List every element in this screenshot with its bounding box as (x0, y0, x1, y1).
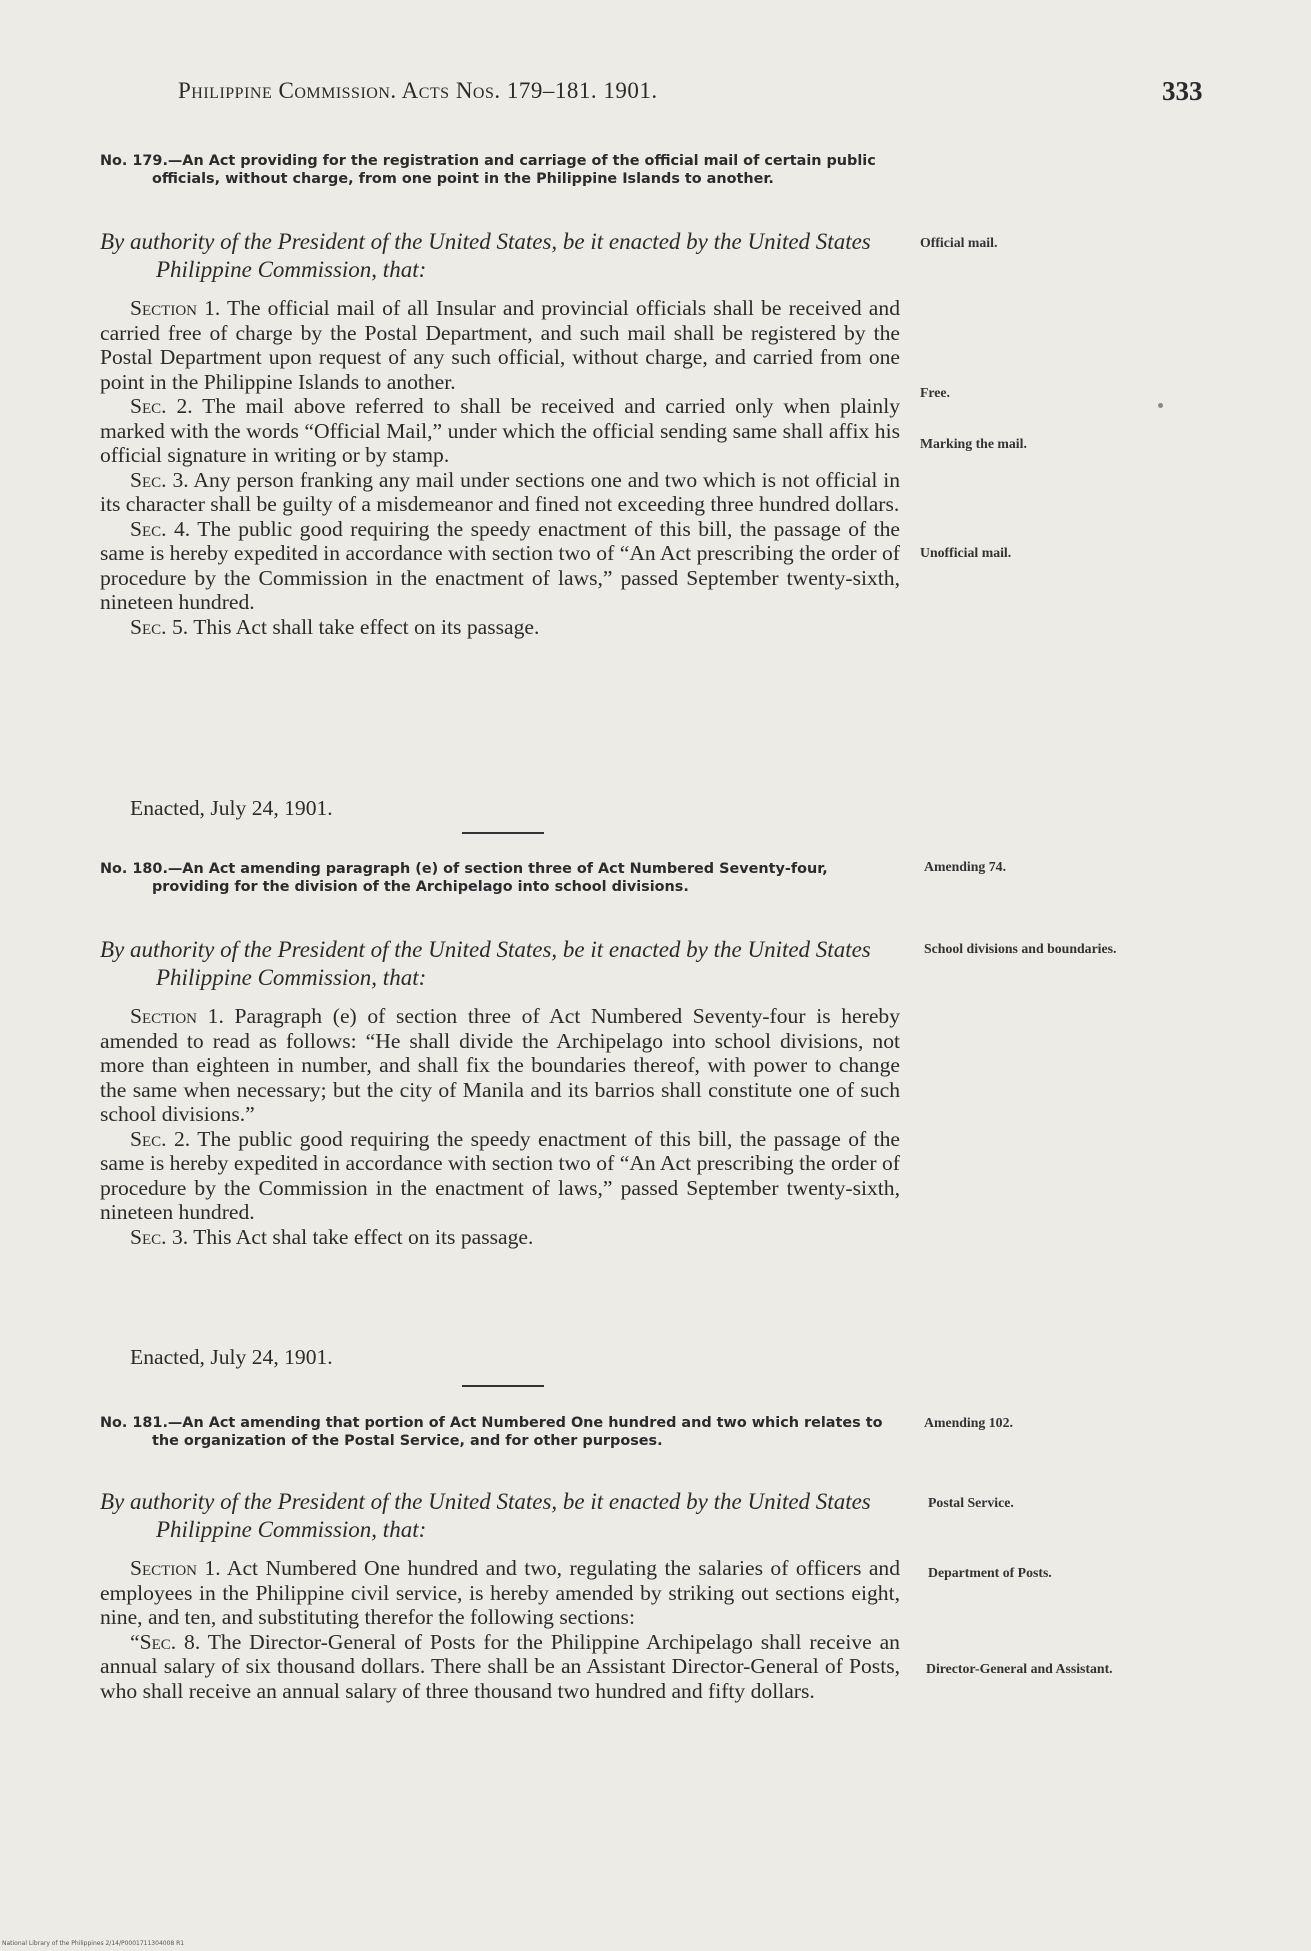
act-181-heading-block (100, 1414, 900, 1450)
section-label: Sec. 2. (130, 394, 193, 418)
margin-note-free: Free. (920, 385, 950, 400)
section-label: Section 1. (130, 1556, 221, 1580)
section-label: Sec. 3. (130, 1224, 189, 1249)
act-180-section-3 (100, 1225, 900, 1250)
section-text: This Act shal take effect on its passage. (193, 1224, 534, 1249)
act-179-section-2 (100, 394, 900, 468)
act-179-section-1 (100, 296, 900, 394)
margin-note-unofficial: Unofficial mail. (920, 545, 1012, 560)
section-text: Any person franking any mail under sections one and two which is not official in its character shall be guilty of a misdemeanor and fined not exceeding three hundred dollars. (100, 467, 901, 516)
act-180-enacting-clause: By authority of the President of the United States, be it enacted by the United States Philippine Commission, that: (100, 937, 871, 990)
act-181-quoted-section-8 (100, 1630, 900, 1704)
section-label: Sec. 4. (130, 516, 191, 541)
act-180-heading-block (100, 860, 900, 896)
act-180-section-2 (100, 1127, 900, 1225)
act-179-enacted-date: Enacted, July 24, 1901. (130, 796, 333, 820)
act-179-enacted-block (100, 796, 900, 820)
section-text: The public good requiring the speedy enactment of this bill, the passage of the same is hereby expedited in accordance with section two of “An Act prescribing the order of procedure by the Commission in the enactment of laws,” passed September twenty-sixth, nineteen hundred. (100, 516, 901, 614)
margin-note-school-divisions: School divisions and boundaries. (924, 941, 1117, 956)
section-text: Act Numbered One hundred and two, regulating the salaries of officers and employees in the Philippine civil service, is hereby amended by striking out sections eight, nine, and ten, and substituting therefor the following sections: (100, 1556, 901, 1629)
act-180-authority-block (100, 936, 900, 992)
section-label: “Sec. 8. (130, 1629, 201, 1654)
act-179-section-5 (100, 615, 900, 640)
act-179-section-3 (100, 468, 900, 517)
section-text: The official mail of all Insular and provincial officials shall be received and carried free of charge by the Postal Department, and such mail shall be registered by the Postal Department upon request of any such official, without charge, and carried from one point in the Philippine Islands to another. (100, 296, 900, 394)
margin-note-department-of-posts: Department of Posts. (928, 1565, 1052, 1580)
act-180-body (100, 1004, 900, 1249)
scan-footer: National Library of the Philippines 2/14/P0001711304008 R1 (2, 1940, 185, 1947)
act-179-section-4 (100, 517, 900, 615)
section-text: The mail above referred to shall be received and carried only when plainly marked with the words “Official Mail,” under which the official sending same shall affix his official signature in writing or by stamp. (100, 394, 900, 467)
act-179-heading: No. 179.—An Act providing for the registration and carriage of the official mail of certain public officials, without charge, from one point in the Philippine Islands to another. (100, 153, 876, 187)
act-180-section-1 (100, 1004, 900, 1127)
act-180-enacted-block (100, 1345, 900, 1369)
section-label: Section 1. (130, 296, 221, 320)
margin-note-postal-service: Postal Service. (928, 1495, 1014, 1510)
act-179-enacting-clause: By authority of the President of the United States, be it enacted by the United States Philippine Commission, that: (100, 229, 871, 282)
section-label: Sec. 2. (130, 1126, 191, 1151)
scan-speck (1158, 403, 1163, 408)
act-179-body (100, 296, 900, 639)
margin-note-official-mail: Official mail. (920, 235, 998, 250)
section-text: The public good requiring the speedy enactment of this bill, the passage of the same is hereby expedited in accordance with section two of “An Act prescribing the order of procedure by the Commission in the enactment of laws,” passed September twenty-sixth, nineteen hundred. (100, 1126, 901, 1224)
page-number: 333 (1162, 76, 1203, 106)
act-180-heading: No. 180.—An Act amending paragraph (e) of section three of Act Numbered Seventy-four, providing for the division of the Archipelago into school divisions. (100, 861, 828, 895)
act-181-enacting-clause: By authority of the President of the United States, be it enacted by the United States Philippine Commission, that: (100, 1489, 871, 1542)
section-text: The Director-General of Posts for the Philippine Archipelago shall receive an annual salary of six thousand dollars. There shall be an Assistant Director-General of Posts, who shall receive an annual salary of three thousand two hundred and fifty dollars. (100, 1629, 900, 1703)
section-label: Section 1. (130, 1004, 224, 1028)
running-head: Philippine Commission. Acts Nos. 179–181. 1901. (178, 78, 658, 103)
act-181-section-1 (100, 1556, 900, 1630)
section-divider (462, 832, 544, 834)
section-label: Sec. 5. (130, 614, 189, 639)
margin-note-amending-102: Amending 102. (924, 1415, 1013, 1430)
section-text: Paragraph (e) of section three of Act Numbered Seventy-four is hereby amended to read as follows: “He shall divide the Archipelago into school divisions, not more than eighteen in number, and shall fix the boundaries thereof, with power to change the same when necessary; but the city of Manila and its barrios shall constitute one of such school divisions.” (100, 1004, 901, 1126)
section-divider (462, 1385, 544, 1387)
act-181-body (100, 1556, 900, 1703)
act-180-enacted-date: Enacted, July 24, 1901. (130, 1345, 333, 1369)
section-text: This Act shall take effect on its passage. (193, 614, 540, 639)
act-181-heading: No. 181.—An Act amending that portion of Act Numbered One hundred and two which relates to the organization of the Postal Service, and for other purposes. (100, 1415, 883, 1449)
act-179-heading-block (100, 152, 900, 188)
margin-note-amending-74: Amending 74. (924, 859, 1007, 874)
margin-note-marking: Marking the mail. (920, 436, 1027, 451)
act-181-authority-block (100, 1488, 900, 1544)
margin-note-director-general: Director-General and Assistant. (926, 1661, 1113, 1676)
section-label: Sec. 3. (130, 467, 189, 492)
act-179-authority-block (100, 228, 900, 284)
